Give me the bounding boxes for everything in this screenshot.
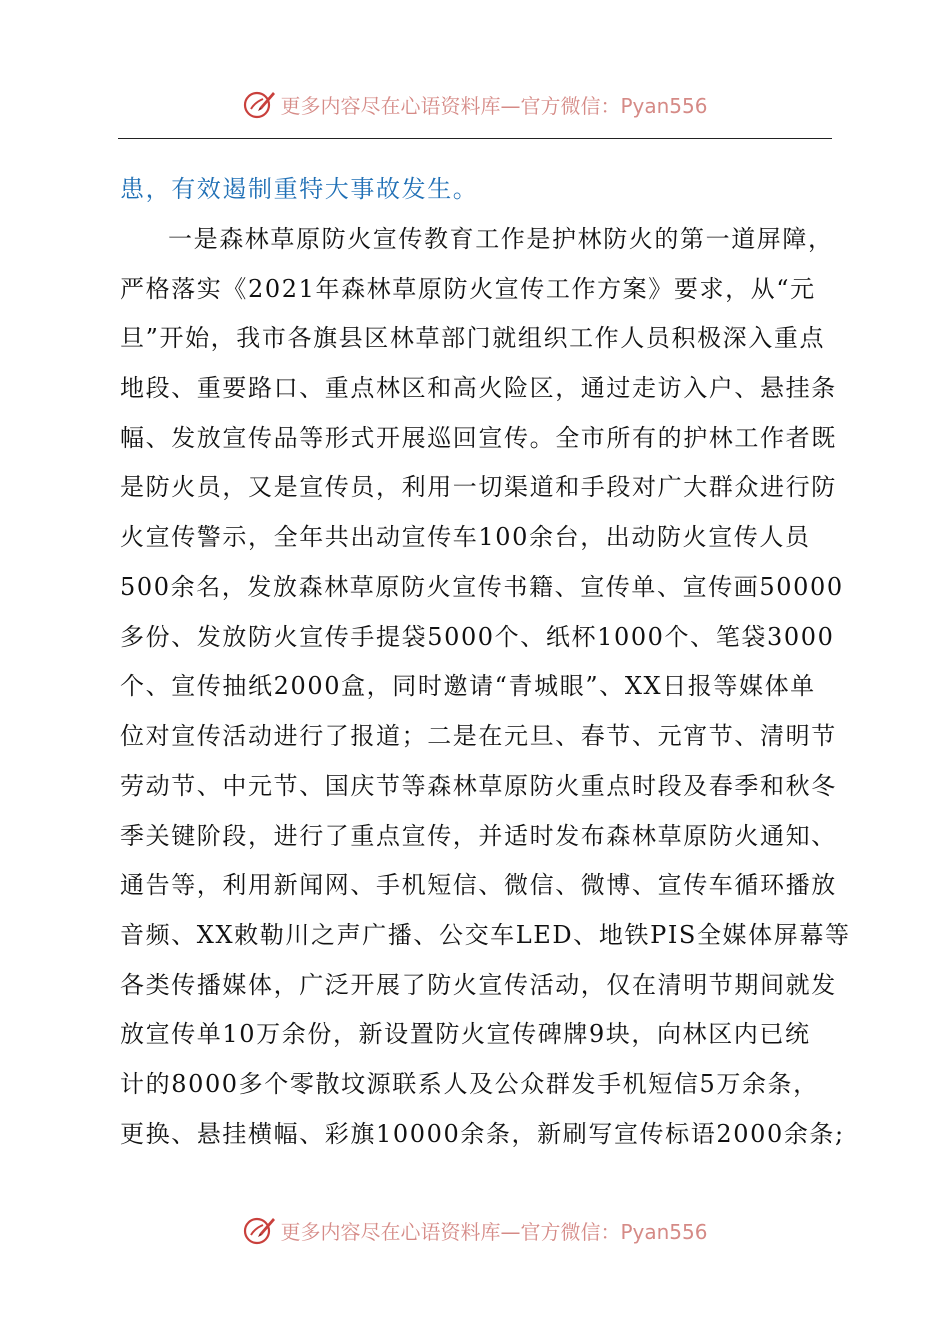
text-line: 更换、悬挂横幅、彩旗10000余条，新刷写宣传标语2000余条; <box>120 1120 845 1148</box>
text-line: 通告等，利用新闻网、手机短信、微信、微博、宣传车循环播放 <box>120 871 837 899</box>
text-line: 位对宣传活动进行了报道；二是在元旦、春节、元宵节、清明节 <box>120 722 837 750</box>
text-line: 音频、XX敕勒川之声广播、公交车LED、地铁PIS全媒体屏幕等 <box>120 921 851 949</box>
text-line: 地段、重要路口、重点林区和高火险区，通过走访入户、悬挂条 <box>120 374 837 402</box>
header-divider <box>118 138 832 139</box>
text-line: 是防火员，又是宣传员，利用一切渠道和手段对广大群众进行防 <box>120 473 837 501</box>
text-line: 旦”开始，我市各旗县区林草部门就组织工作人员积极深入重点 <box>120 324 826 352</box>
footer-banner-main-text: 更多内容尽在心语资料库 <box>280 1219 501 1244</box>
text-line: 患，有效遏制重特大事故发生。 <box>120 175 479 203</box>
text-line: 幅、发放宣传品等形式开展巡回宣传。全市所有的护林工作者既 <box>120 424 837 452</box>
footer-banner-sub-text: —官方微信：Pyan556 <box>500 1219 708 1244</box>
text-line: 计的8000多个零散坟源联系人及公众群发手机短信5万余条， <box>120 1070 819 1098</box>
text-line: 多份、发放防火宣传手提袋5000个、纸杯1000个、笔袋3000 <box>120 623 835 651</box>
footer-banner <box>0 1208 950 1252</box>
text-line: 季关键阶段，进行了重点宣传，并适时发布森林草原防火通知、 <box>120 822 837 850</box>
pen-logo-icon <box>242 1213 276 1247</box>
text-line: 个、宣传抽纸2000盒，同时邀请“青城眼”、XX日报等媒体单 <box>120 672 816 700</box>
text-line: 500余名，发放森林草原防火宣传书籍、宣传单、宣传画50000 <box>120 573 844 601</box>
header-banner <box>0 82 950 126</box>
header-banner-sub-text: —官方微信：Pyan556 <box>500 93 708 118</box>
pen-logo-icon <box>242 87 276 121</box>
text-line: 严格落实《2021年森林草原防火宣传工作方案》要求，从“元 <box>120 275 816 303</box>
header-banner-main-text: 更多内容尽在心语资料库 <box>280 93 501 118</box>
text-line: 劳动节、中元节、国庆节等森林草原防火重点时段及春季和秋冬 <box>120 772 837 800</box>
text-line: 各类传播媒体，广泛开展了防火宣传活动，仅在清明节期间就发 <box>120 971 837 999</box>
text-line: 火宣传警示，全年共出动宣传车100余台，出动防火宣传人员 <box>120 523 811 551</box>
text-line: 放宣传单10万余份，新设置防火宣传碑牌9块，向林区内已统 <box>120 1020 811 1048</box>
text-line: 一是森林草原防火宣传教育工作是护林防火的第一道屏障， <box>168 225 834 253</box>
